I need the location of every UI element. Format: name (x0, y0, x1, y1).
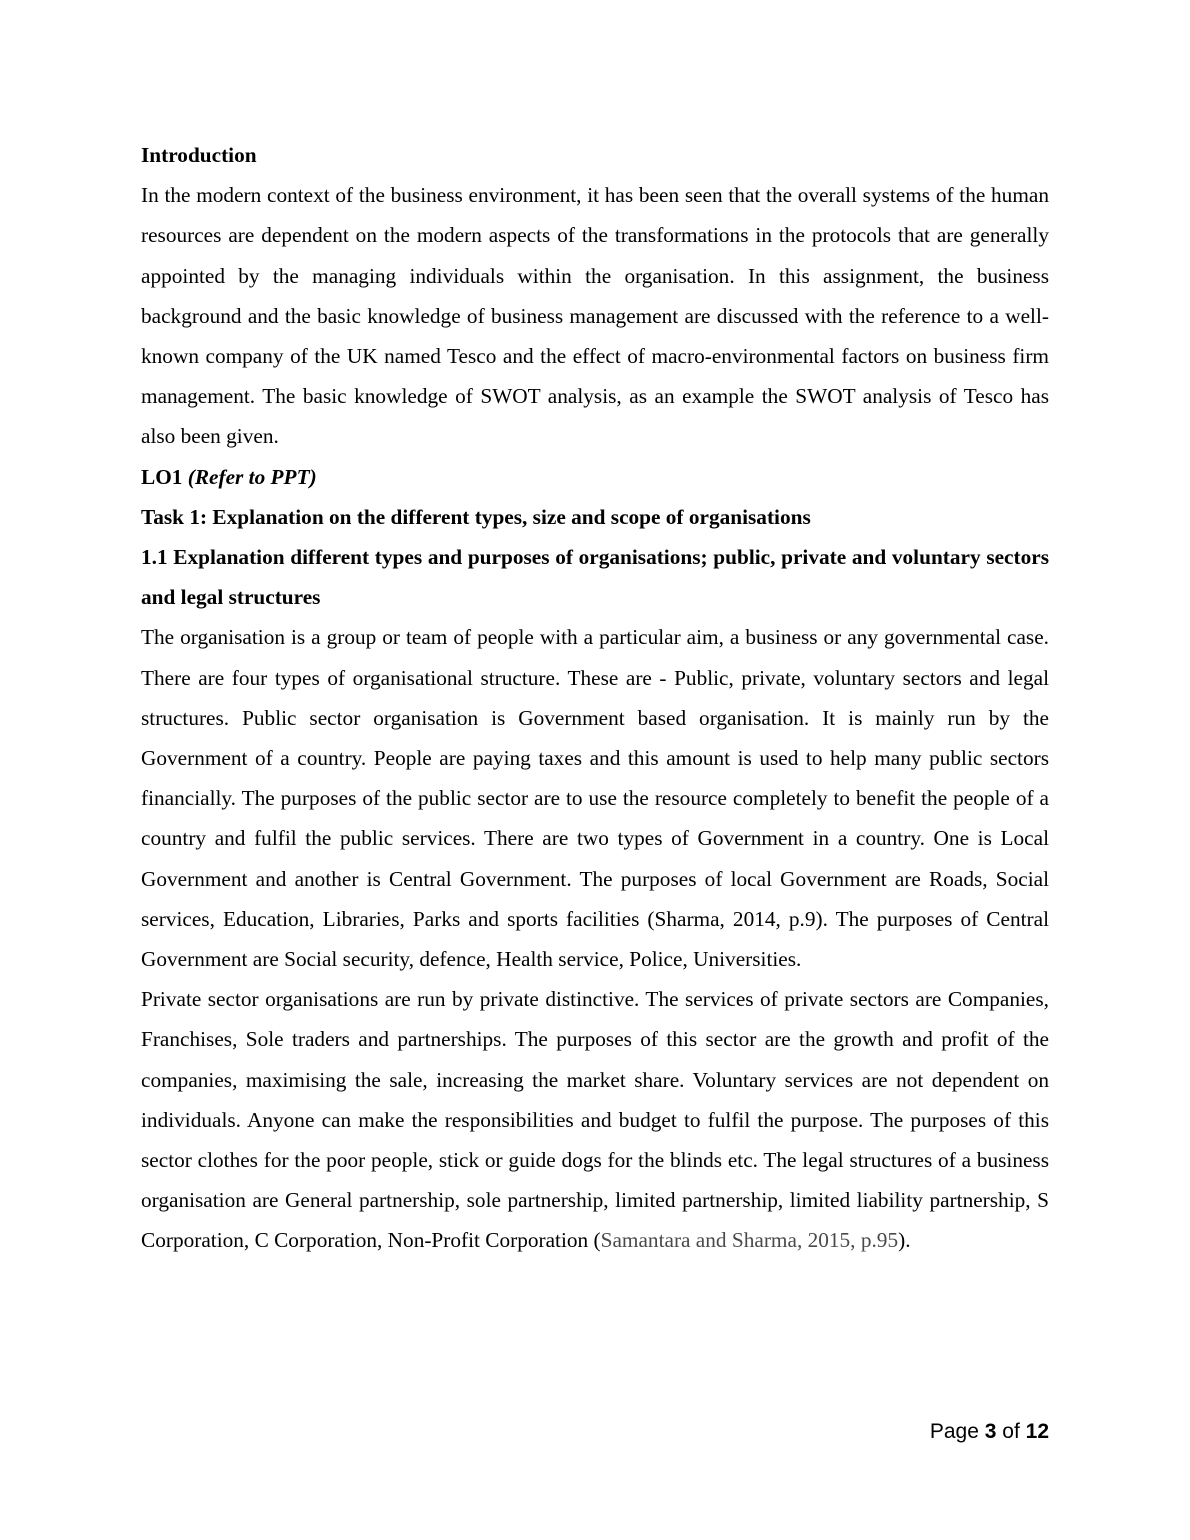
task1-heading: Task 1: Explanation on the different types, size and scope of organisations (141, 504, 811, 529)
document-body (141, 135, 1049, 1261)
private-sector-text: Private sector organisations are run by private distinctive. The services of private sectors are Companies, Franchises, Sole traders and partnerships. The purposes of this sector are the growth and profit of the companies, maximising the sale, increasing the market share. Voluntary services are not dependent on individuals. Anyone can make the responsibilities and budget to fulfil the purpose. The purposes of this sector clothes for the poor people, stick or guide dogs for the blinds etc. The legal structures of a business organisation are General partnership, sole partnership, limited partnership, limited liability partnership, S Corporation, C Corporation, Non-Profit Corporation ( (141, 987, 1049, 1253)
lo1-heading (141, 457, 1049, 497)
page-current: 3 (984, 1420, 997, 1443)
lo1-note: (Refer to PPT) (187, 464, 317, 489)
page-total: 12 (1025, 1420, 1049, 1443)
section-1-1-heading: 1.1 Explanation different types and purposes of organisations; public, private and voluntary sectors and legal structures (141, 545, 1049, 610)
citation-text: Samantara and Sharma, 2015, p.95 (600, 1228, 899, 1253)
private-sector-paragraph (141, 979, 1049, 1260)
page-label: Page (929, 1420, 979, 1443)
paragraph-end: ). (898, 1228, 911, 1253)
organisation-types-paragraph: The organisation is a group or team of people with a particular aim, a business or any governmental case. There are four types of organisational structure. These are - Public, private, voluntary sectors and legal structures. Public sector organisation is Government based organisation. It is mainly run by the Government of a country. People are paying taxes and this amount is used to help many public sectors financially. The purposes of the public sector are to use the resource completely to benefit the people of a country and fulfil the public services. There are two types of Government in a country. One is Local Government and another is Central Government. The purposes of local Government are Roads, Social services, Education, Libraries, Parks and sports facilities (Sharma, 2014, p.9). The purposes of Central Government are Social security, defence, Health service, Police, Universities. (141, 625, 1049, 972)
page-number-footer (930, 1417, 1049, 1447)
page-of: of (1002, 1420, 1020, 1443)
lo1-label: LO1 (141, 464, 183, 489)
introduction-heading: Introduction (141, 143, 257, 167)
introduction-paragraph: In the modern context of the business environment, it has been seen that the overall systems of the human resources are dependent on the modern aspects of the transformations in the protocols that are generally appointed by the managing individuals within the organisation. In this assignment, the business background and the basic knowledge of business management are discussed with the reference to a well-known company of the UK named Tesco and the effect of macro-environmental factors on business firm management. The basic knowledge of SWOT analysis, as an example the SWOT analysis of Tesco has also been given. (141, 183, 1049, 449)
